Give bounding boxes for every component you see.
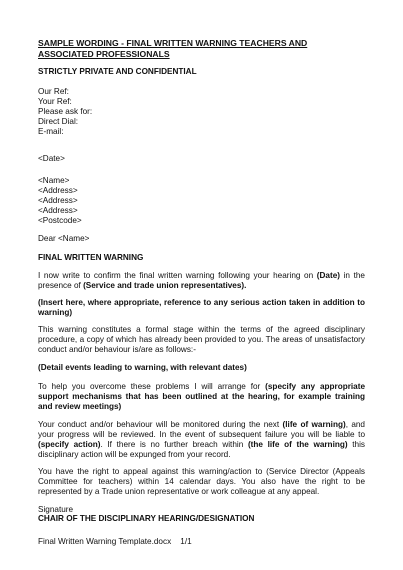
para4-life-of-warning: (life of warning)	[282, 420, 346, 429]
para1-text-1: I now write to confirm the final written warning following your hearing on	[38, 271, 317, 280]
your-ref-label: Your Ref:	[38, 97, 72, 106]
paragraph-hearing	[38, 271, 365, 291]
salutation: Dear <Name>	[38, 234, 90, 243]
para3-text-1: To help you overcome these problems I will arrange for	[38, 382, 266, 391]
detail-note: (Detail events leading to warning, with relevant dates)	[38, 363, 247, 372]
reference-block	[38, 87, 365, 137]
confidential-label: STRICTLY PRIVATE AND CONFIDENTIAL	[38, 67, 197, 76]
document-heading: SAMPLE WORDING - FINAL WRITTEN WARNING TEACHERS AND ASSOCIATED PROFESSIONALS	[38, 38, 308, 59]
para4-text-3: . If there is no further breach within	[100, 440, 248, 449]
direct-dial-label: Direct Dial:	[38, 117, 79, 126]
paragraph-appeal: You have the right to appeal against this warning/action to (Service Director (Appeals Committee for teachers) within 14 calendar days. You also have the right to be represented by a Trade union representative or work colleague at any appeal.	[38, 467, 365, 496]
address-line-1: <Address>	[38, 186, 78, 195]
insert-note: (Insert here, where appropriate, reference to any serious action taken in addition to warning)	[38, 298, 365, 317]
para4-text-1: Your conduct and/or behaviour will be monitored during the next	[38, 420, 283, 429]
paragraph-monitoring	[38, 420, 365, 460]
para1-date: (Date)	[316, 271, 340, 280]
footer	[38, 537, 365, 547]
ask-for-label: Please ask for:	[38, 107, 93, 116]
para1-text-2: in the presence of	[38, 271, 365, 290]
address-postcode: <Postcode>	[38, 216, 82, 225]
para4-text-2: , and your progress will be reviewed. In the event of subsequent failure you will be liable to	[38, 420, 365, 439]
address-block	[38, 176, 365, 226]
address-name: <Name>	[38, 176, 70, 185]
paragraph-support	[38, 382, 365, 412]
date-placeholder: <Date>	[38, 154, 65, 163]
chair-designation: CHAIR OF THE DISCIPLINARY HEARING/DESIGNATION	[38, 514, 255, 523]
signature-label: Signature	[38, 505, 74, 514]
our-ref-label: Our Ref:	[38, 87, 69, 96]
letter-title: FINAL WRITTEN WARNING	[38, 253, 144, 262]
address-line-3: <Address>	[38, 206, 78, 215]
para3-support-mechanisms: (specify any appropriate support mechanisms that has been outlined at the hearing, for example training and review meetings)	[38, 382, 365, 411]
para4-text-4: this disciplinary action will be expunged from your record.	[38, 440, 365, 459]
footer-filename: Final Written Warning Template.docx	[38, 537, 172, 546]
email-label: E-mail:	[38, 127, 64, 136]
para4-specify-action: (specify action)	[38, 440, 101, 449]
para4-life-of-the-warning: (the life of the warning)	[247, 440, 348, 449]
para1-representatives: (Service and trade union representatives).	[83, 281, 247, 290]
address-line-2: <Address>	[38, 196, 78, 205]
paragraph-procedure: This warning constitutes a formal stage within the terms of the agreed disciplinary procedure, a copy of which has already been provided to you. The areas of unsatisfactory conduct and/or behaviour is/are as follows:-	[38, 325, 365, 354]
footer-page-number: 1/1	[180, 537, 192, 546]
